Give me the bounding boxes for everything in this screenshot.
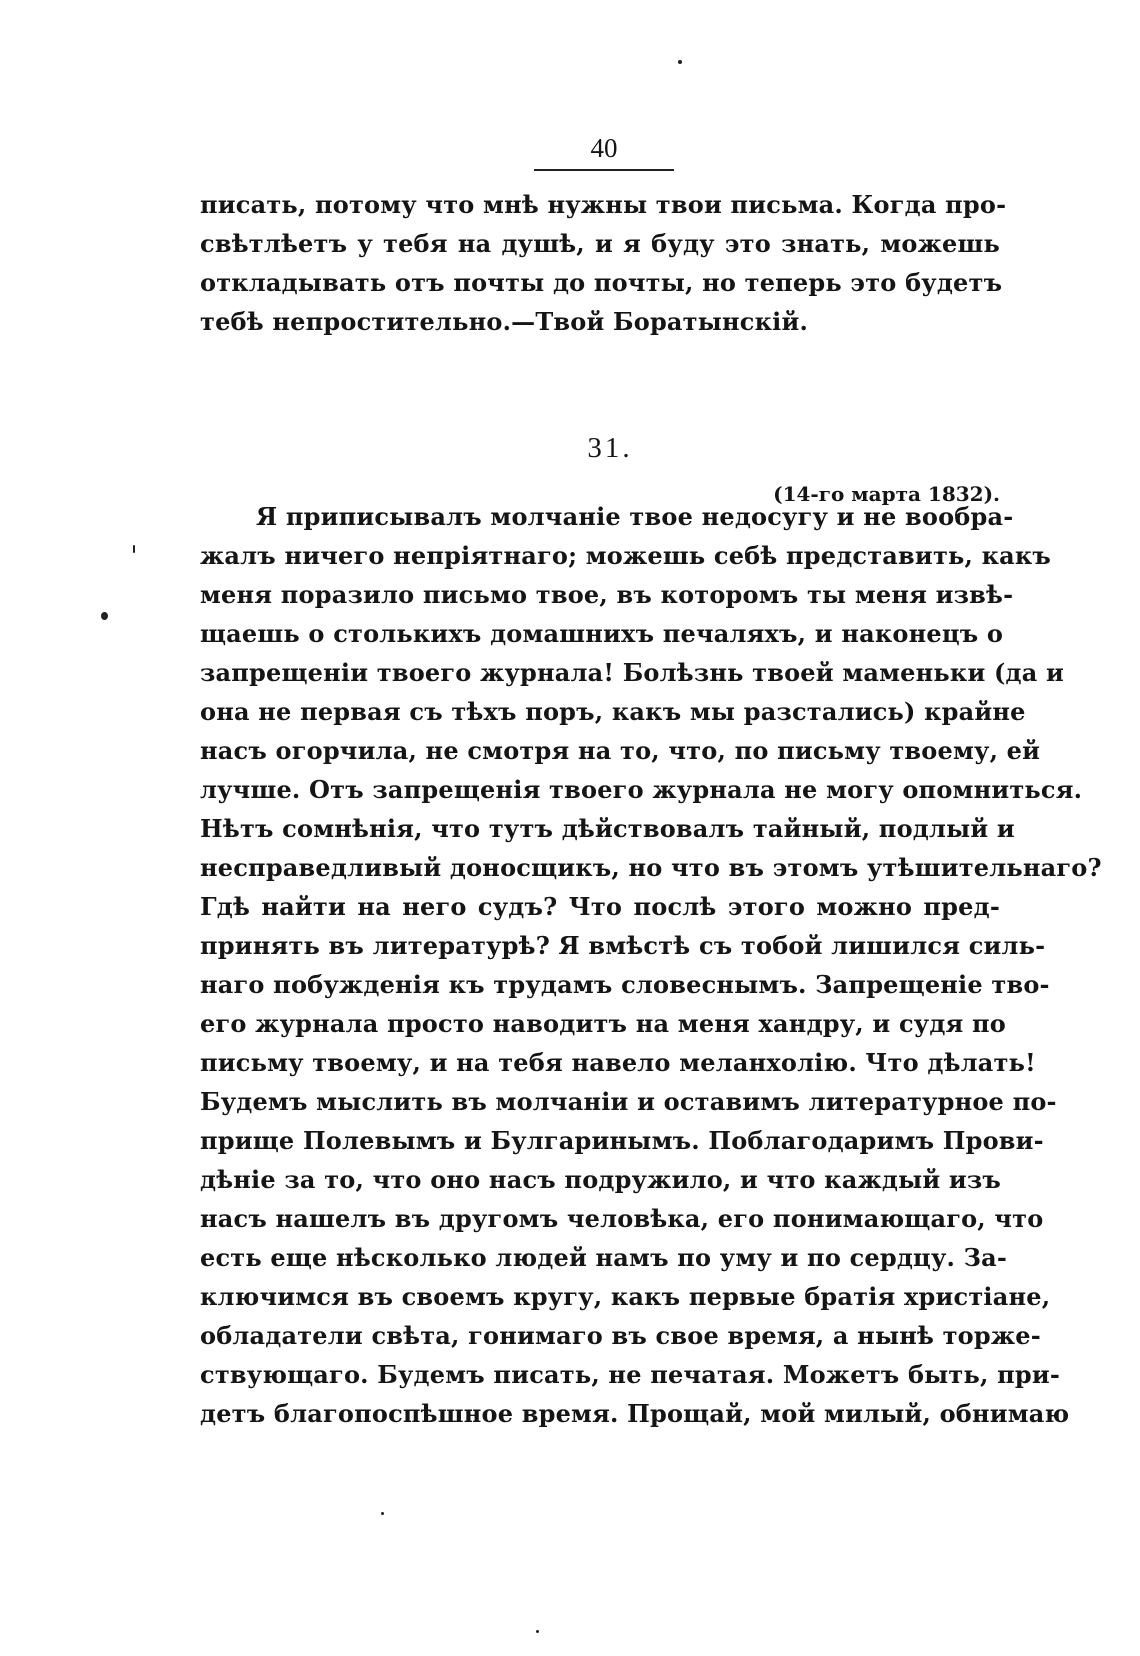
ink-speck <box>133 545 135 553</box>
text-line: тебѣ непростительно.—Твой Боратынскій. <box>200 307 808 336</box>
text-line: несправедливый доносщикъ, но что въ этомъ утѣшительнаго? <box>200 853 1102 882</box>
text-line: лучше. Отъ запрещенія твоего журнала не могу опомниться. <box>200 775 1083 804</box>
text-line: писать, потому что мнѣ нужны твои письма. Когда про- <box>200 190 1007 219</box>
text-line: меня поразило письмо твое, въ которомъ ты меня извѣ- <box>200 580 1014 609</box>
text-line: принять въ литературѣ? Я вмѣстѣ съ тобой лишился силь- <box>200 931 1046 960</box>
ink-speck <box>678 60 682 64</box>
text-line: Гдѣ найти на него судъ? Что послѣ этого можно пред- <box>200 892 1000 921</box>
text-line: откладывать отъ почты до почты, но теперь это будетъ <box>200 268 1003 297</box>
text-line: ключимся въ своемъ кругу, какъ первые братія христіане, <box>200 1282 1051 1311</box>
letter-number: 31. <box>587 432 633 464</box>
text-line: наго побужденія къ трудамъ словеснымъ. Запрещеніе тво- <box>200 970 1050 999</box>
ink-speck <box>101 612 108 620</box>
text-line: детъ благопоспѣшное время. Прощай, мой милый, обнимаю <box>200 1399 1070 1428</box>
ink-speck <box>381 1512 384 1515</box>
text-line: щаешь о столькихъ домашнихъ печаляхъ, и наконецъ о <box>200 619 1004 648</box>
text-line: его журнала просто наводитъ на меня хандру, и судя по <box>200 1009 1007 1038</box>
text-line: Будемъ мыслить въ молчаніи и оставимъ литературное по- <box>200 1087 1057 1116</box>
page-number: 40 <box>590 133 618 163</box>
text-line: жалъ ничего непріятнаго; можешь себѣ представить, какъ <box>200 541 1052 570</box>
text-line: Я приписывалъ молчаніе твое недосугу и не вообра- <box>256 502 1014 531</box>
text-line: Нѣтъ сомнѣнія, что тутъ дѣйствовалъ тайный, подлый и <box>200 814 1015 843</box>
text-line: письму твоему, и на тебя навело меланхолію. Что дѣлать! <box>200 1048 1036 1077</box>
text-line: свѣтлѣетъ у тебя на душѣ, и я буду это знать, можешь <box>200 229 1000 258</box>
letter-date: (14-го марта 1832). <box>773 482 1000 506</box>
text-line: прище Полевымъ и Булгаринымъ. Поблагодаримъ Прови- <box>200 1126 1044 1155</box>
text-line: есть еще нѣсколько людей намъ по уму и по сердцу. За- <box>200 1243 1008 1272</box>
text-line: обладатели свѣта, гонимаго въ свое время, а нынѣ торже- <box>200 1321 1041 1350</box>
text-line: насъ огорчила, не смотря на то, что, по письму твоему, ей <box>200 736 1041 765</box>
ink-speck <box>536 1630 539 1633</box>
text-line: запрещеніи твоего журнала! Болѣзнь твоей маменьки (да и <box>200 658 1065 687</box>
text-line: дѣніе за то, что оно насъ подружило, и что каждый изъ <box>200 1165 1002 1194</box>
text-line: насъ нашелъ въ другомъ человѣка, его понимающаго, что <box>200 1204 1044 1233</box>
text-line: ствующаго. Будемъ писать, не печатая. Можетъ быть, при- <box>200 1360 1060 1389</box>
page-number-rule <box>534 169 674 171</box>
text-line: она не первая съ тѣхъ поръ, какъ мы разстались) крайне <box>200 697 1026 726</box>
